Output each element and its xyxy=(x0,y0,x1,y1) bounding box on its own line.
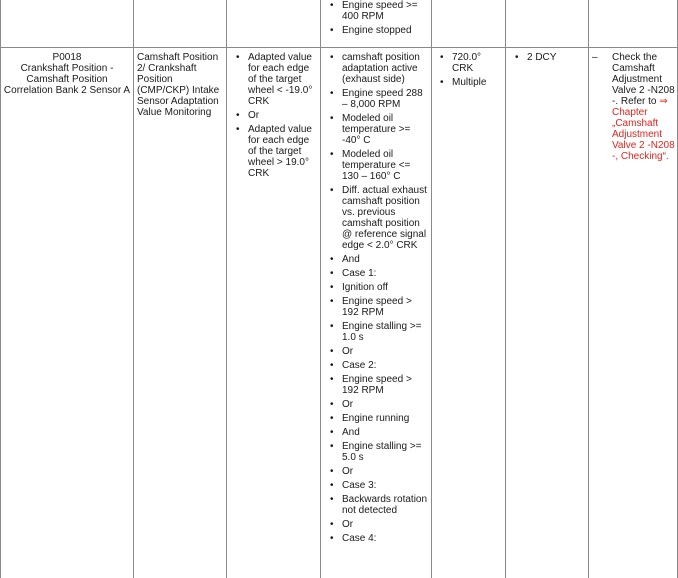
column-divider xyxy=(226,0,227,578)
enable-condition-item: • Engine speed > 192 RPM xyxy=(328,374,428,396)
time-required-item: • Multiple xyxy=(438,77,502,88)
time-required-cell xyxy=(438,52,502,91)
fault-criterion-item: • Or xyxy=(234,110,318,121)
enable-condition-item: • Or xyxy=(328,346,428,357)
enable-condition-item: • Case 4: xyxy=(328,533,428,544)
enable-condition-item: • Engine running xyxy=(328,413,428,424)
column-divider xyxy=(133,0,134,578)
row-divider xyxy=(0,47,678,48)
enable-condition-item: • Backwards rotation not detected xyxy=(328,494,428,516)
enable-condition-item: • Modeled oil temperature <= 130 – 160° C xyxy=(328,149,428,182)
column-divider xyxy=(588,0,589,578)
enable-condition-item: • Modeled oil temperature >= -40° C xyxy=(328,113,428,146)
enable-condition-item: • Diff. actual exhaust camshaft position vs. previous camshaft position @ reference signal edge < 2.0° CRK xyxy=(328,185,428,251)
column-divider xyxy=(505,0,506,578)
column-divider xyxy=(320,0,321,578)
fault-criterion-item: • Adapted value for each edge of the target wheel > 19.0° CRK xyxy=(234,124,318,179)
enable-condition-item: • Or xyxy=(328,399,428,410)
repair-text: Check the Camshaft Adjustment Valve 2 -N208 -. Refer to xyxy=(612,52,675,107)
dtc-cell xyxy=(3,52,131,96)
column-divider xyxy=(0,0,1,578)
enable-condition-item: • camshaft position adaptation active (exhaust side) xyxy=(328,52,428,85)
fault-criterion-item: • Adapted value for each edge of the target wheel < -19.0° CRK xyxy=(234,52,318,107)
repair-cell xyxy=(592,52,676,165)
enable-condition-item: • Ignition off xyxy=(328,282,428,293)
fault-criteria-cell xyxy=(234,52,318,182)
enable-condition-item: • Engine speed >= 400 RPM xyxy=(328,0,428,22)
enable-condition-item: • Engine stalling >= 1.0 s xyxy=(328,321,428,343)
column-divider xyxy=(431,0,432,578)
component-description: Camshaft Position 2/ Crankshaft Position (CMP/CKP) Intake Sensor Adaptation Value Monitoring xyxy=(137,52,220,118)
time-required-item: • 720.0° CRK xyxy=(438,52,502,74)
enable-condition-item: • Case 2: xyxy=(328,360,428,371)
enable-condition-item: • Engine stalling >= 5.0 s xyxy=(328,441,428,463)
dtc-description: Crankshaft Position - Camshaft Position Correlation Bank 2 Sensor A xyxy=(3,63,131,96)
mil-item: • 2 DCY xyxy=(513,52,585,63)
repair-step xyxy=(592,52,676,162)
enable-condition-item: • And xyxy=(328,427,428,438)
enable-condition-item: • Or xyxy=(328,466,428,477)
component-cell xyxy=(137,52,223,118)
enable-condition-item: • Engine speed > 192 RPM xyxy=(328,296,428,318)
enable-condition-item: • Or xyxy=(328,519,428,530)
enable-condition-item: • Engine stopped xyxy=(328,25,428,36)
enable-condition-item: • Engine speed 288 – 8,000 RPM xyxy=(328,88,428,110)
enable-condition-item: • Case 1: xyxy=(328,268,428,279)
repair-link[interactable]: ⇒ Chapter „Camshaft Adjustment Valve 2 -N208 -, Checking“. xyxy=(612,96,675,162)
enable-conditions-cell xyxy=(328,52,428,547)
prev-row-enable-conditions xyxy=(328,0,428,39)
enable-condition-item: • And xyxy=(328,254,428,265)
dtc-code: P0018 xyxy=(52,52,82,63)
enable-condition-item: • Case 3: xyxy=(328,480,428,491)
mil-cell xyxy=(513,52,585,66)
